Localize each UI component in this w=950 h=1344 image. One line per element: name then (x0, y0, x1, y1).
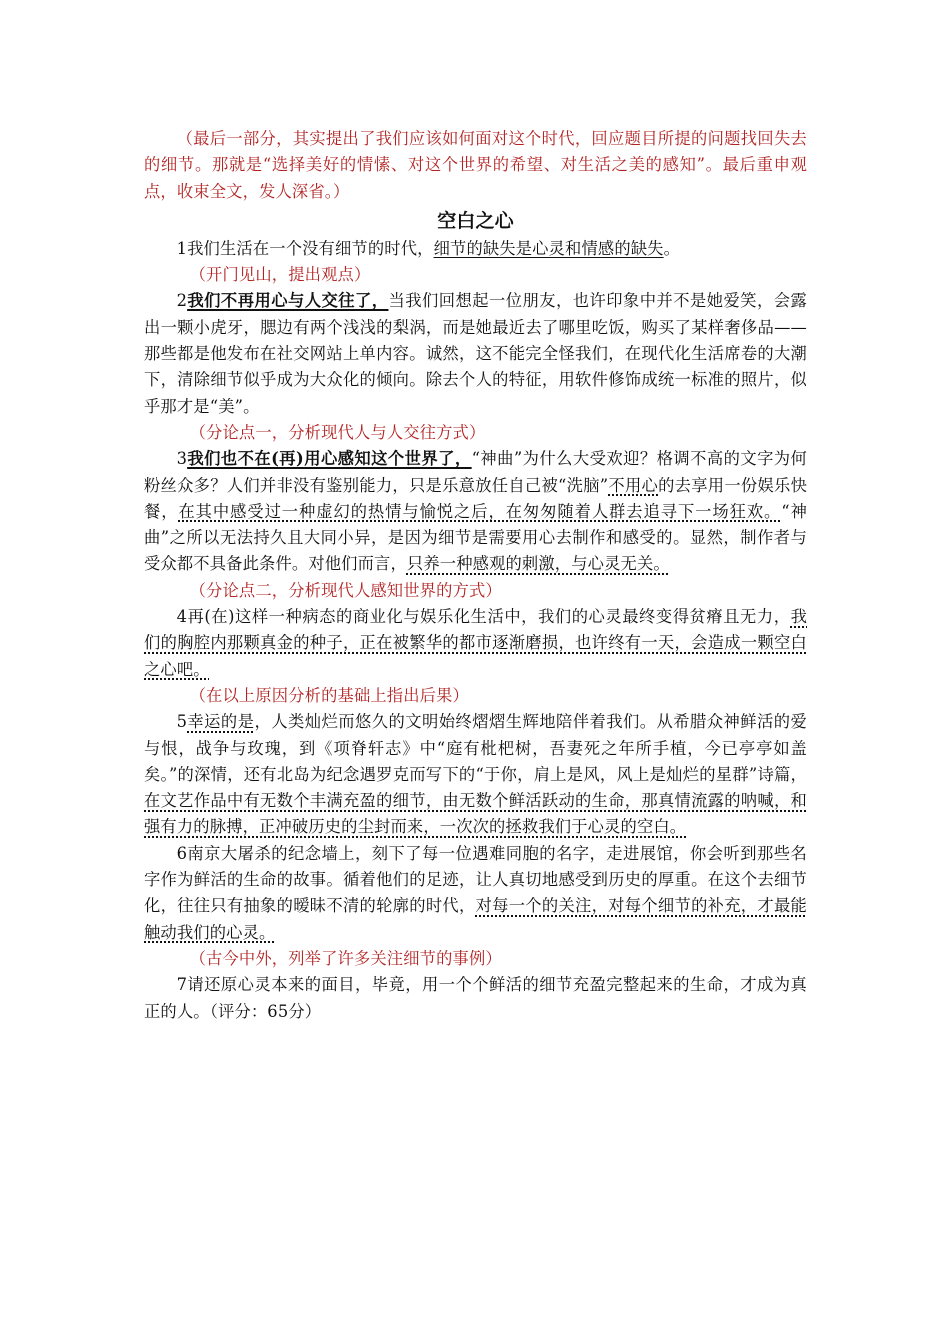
sub-argument-1-bold: 我们不再用心与人交往了， (187, 291, 389, 311)
paragraph-1-tail: 。 (663, 238, 681, 258)
paragraph-3-dotted-2: 在其中感受过一种虚幻的热情与愉悦之后，在匆匆随着人群去追寻下一场狂欢。 (178, 501, 782, 521)
paragraph-4-dotted-1: 我们的胸腔内那颗真金的种子，正在被繁华的都市逐渐磨损，也许终有一天，会造成一颗空白之心吧。 (144, 607, 807, 679)
paragraph-2 (144, 288, 807, 419)
paragraph-7: 7请还原心灵本来的面目，毕竟，用一个个鲜活的细节充盈完整起来的生命，才成为真正的人。（评分：65分） (144, 975, 807, 1021)
paragraph-1 (144, 236, 807, 262)
paragraph-6-dotted-1: 对每一个的关注，对每个细节的补充，才最能触动我们的心灵。 (144, 896, 807, 942)
paragraph-5-part-1: ，人类灿烂而悠久的文明始终熠熠生辉地陪伴着我们。从希腊众神鲜活的爱与恨，战争与玫瑰，到《项脊轩志》中“庭有枇杷树，吾妻死之年所手植，今已亭亭如盖矣。”的深情，还有北岛为纪念遇罗克而写下的“于你，肩上是风，风上是灿烂的星群”诗篇， (144, 712, 807, 784)
paragraph-3-part-1: “神曲”为什么大受欢迎？格调不高的文字为何粉丝众多？人们并非没有鉴别能力，只是乐意放任自己被“洗脑” (144, 449, 807, 495)
paragraph-3-dotted-1: 不用心 (608, 475, 659, 495)
commentary-note-2: （分论点一，分析现代人与人交往方式） (189, 422, 486, 442)
paragraph-5 (144, 709, 807, 840)
paragraph-5-dotted-1: 在文艺作品中有无数个丰满充盈的细节，由无数个鲜活跃动的生命，那真情流露的呐喊，和强有力的脉搏，正冲破历史的尘封而来，一次次的拯救我们于心灵的空白。 (144, 791, 807, 837)
sub-argument-2-bold: 我们也不在(再)用心感知这个世界了， (187, 449, 472, 469)
essay-title: 空白之心 (437, 209, 514, 232)
paragraph-3-number: 3 (176, 449, 188, 469)
paragraph-2-body: 当我们回想起一位朋友，也许印象中并不是她爱笑，会露出一颗小虎牙，腮边有两个浅浅的梨涡，而是她最近去了哪里吃饭，购买了某样奢侈品——那些都是他发布在社交网站上单内容。诚然，这不能完全怪我们，在现代化生活席卷的大潮下，清除细节似乎成为大众化的倾向。除去个人的特征，用软件修饰成统一标准的照片，似乎那才是“美”。 (144, 291, 807, 416)
thesis-underlined: 细节的缺失是心灵和情感的缺失 (433, 238, 664, 258)
paragraph-3-part-3: “神曲”之所以无法持久且大同小异，是因为细节是需要用心去制作和感受的。显然，制作者与受众都不具备此条件。对他们而言， (144, 501, 807, 574)
paragraph-5-underlined: 幸运的是 (187, 712, 255, 732)
intro-commentary-note: （最后一部分，其实提出了我们应该如何面对这个时代，回应题目所提的问题找回失去的细节。那就是“选择美好的情愫、对这个世界的希望、对生活之美的感知”。最后重申观点，收束全文，发人深省。） (144, 129, 807, 201)
paragraph-4-part-1: 4再(在)这样一种病态的商业化与娱乐化生活中，我们的心灵最终变得贫瘠且无力， (176, 607, 791, 627)
paragraph-5-number: 5 (176, 712, 188, 732)
document-page (144, 126, 807, 1025)
commentary-note-4: （在以上原因分析的基础上指出后果） (189, 685, 469, 705)
paragraph-3-dotted-3: 只养一种感观的刺激，与心灵无关。 (406, 554, 670, 574)
paragraph-6-part-1: 6南京大屠杀的纪念墙上，刻下了每一位遇难同胞的名字，走进展馆，你会听到那些名字作为鲜活的生命的故事。循着他们的足迹，让人真切地感受到历史的厚重。在这个去细节化，往往只有抽象的暧昧不清的轮廓的时代， (144, 843, 807, 916)
paragraph-3 (144, 446, 807, 577)
commentary-note-6: （古今中外，列举了许多关注细节的事例） (189, 948, 502, 968)
commentary-note-3: （分论点二，分析现代人感知世界的方式） (189, 580, 502, 600)
paragraph-3-part-2: 的去享用一份娱乐快餐， (144, 475, 808, 521)
paragraph-1-lead: 1我们生活在一个没有细节的时代， (176, 238, 434, 258)
paragraph-2-number: 2 (176, 291, 188, 311)
commentary-note-1: （开门见山，提出观点） (189, 265, 371, 285)
paragraph-6 (144, 841, 807, 946)
paragraph-4 (144, 604, 807, 683)
